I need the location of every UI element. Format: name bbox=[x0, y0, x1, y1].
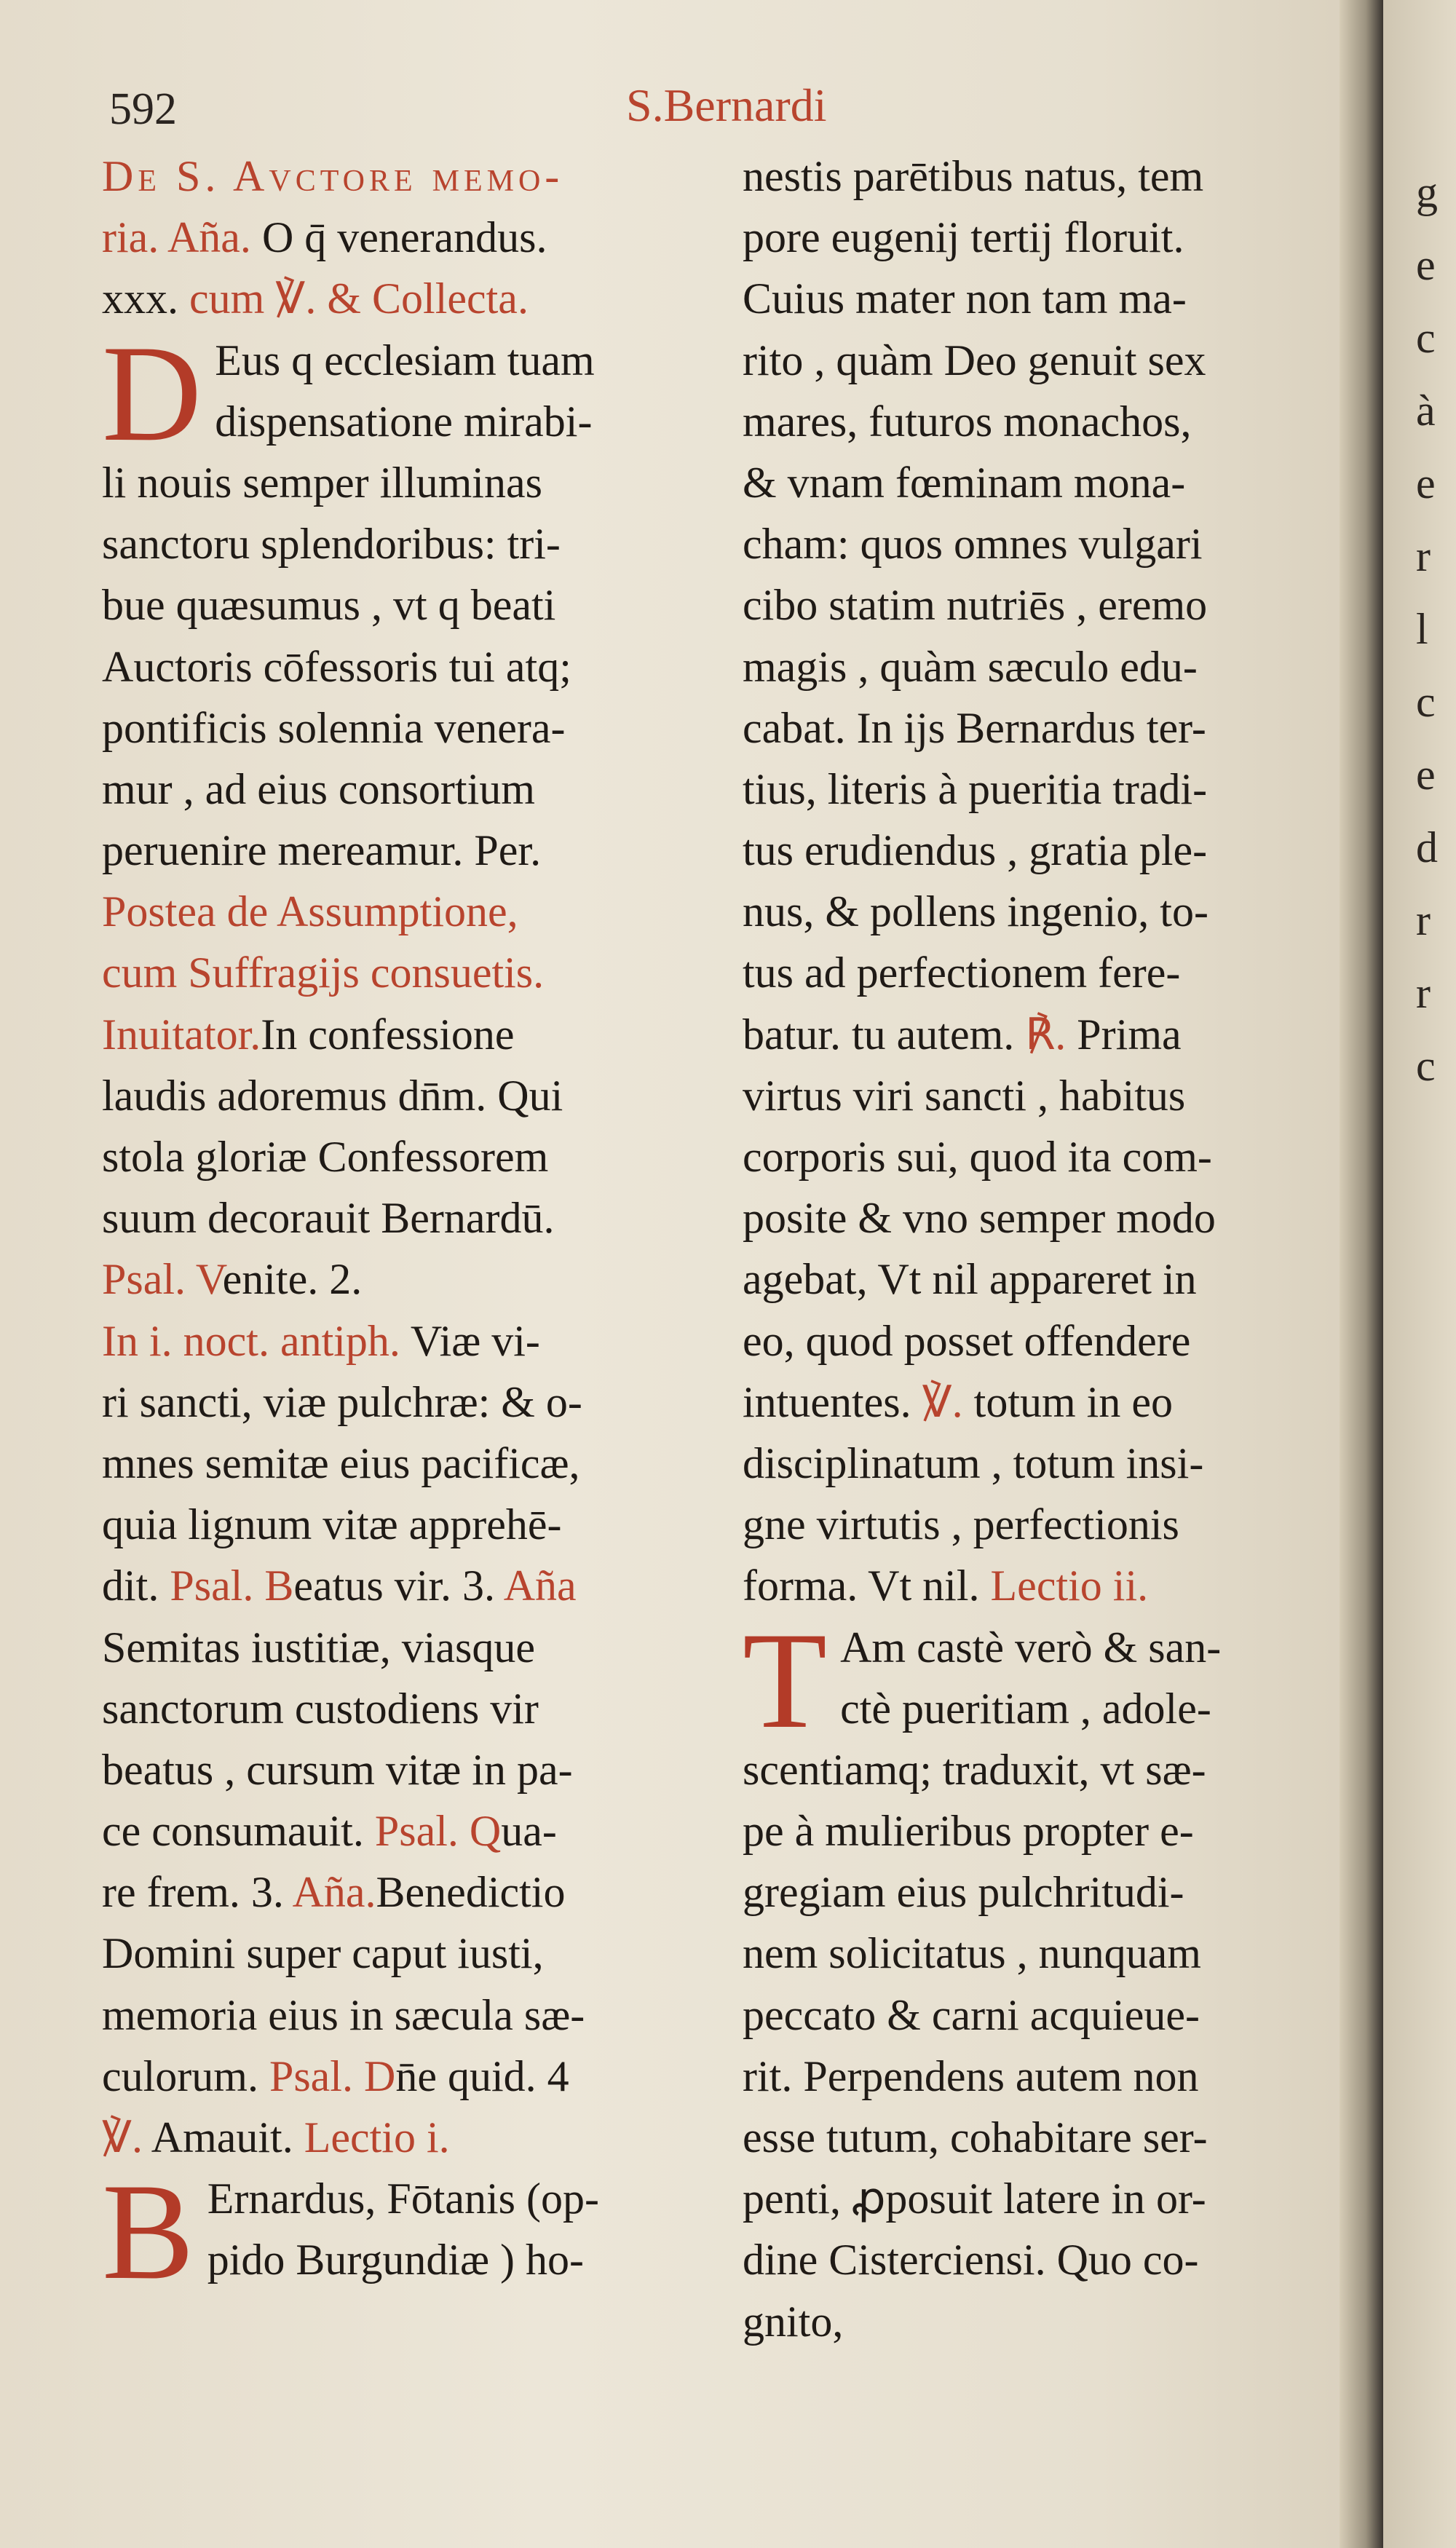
text-line bbox=[102, 820, 728, 881]
body-text: batur. tu autem. bbox=[743, 1010, 1026, 1059]
body-text: tius, literis à pueritia tradi- bbox=[743, 764, 1208, 813]
running-head: S.Bernardi bbox=[626, 79, 827, 131]
body-text: ctè pueritiam , adole- bbox=[840, 1684, 1211, 1733]
text-line bbox=[102, 1985, 728, 2046]
rubric-text: ℣. bbox=[102, 2113, 143, 2162]
next-page-letter: e bbox=[1416, 751, 1436, 799]
next-page-letter: r bbox=[1416, 896, 1431, 944]
next-page-letter: c bbox=[1416, 678, 1436, 726]
text-line bbox=[743, 513, 1369, 574]
text-line bbox=[102, 146, 728, 207]
page-number: 592 bbox=[109, 84, 177, 134]
text-line bbox=[743, 1249, 1369, 1310]
body-text: Benedictio bbox=[376, 1868, 566, 1917]
body-text: disciplinatum , totum insi- bbox=[743, 1439, 1204, 1487]
next-page-letter: e bbox=[1416, 241, 1436, 289]
body-text: cibo statim nutriēs , eremo bbox=[743, 581, 1208, 630]
text-line bbox=[743, 2229, 1369, 2290]
next-page-letter: c bbox=[1416, 314, 1436, 362]
text-line bbox=[743, 2046, 1369, 2107]
body-text: Prima bbox=[1066, 1010, 1182, 1059]
body-text: quia lignum vitæ apprehē- bbox=[102, 1500, 562, 1549]
text-line bbox=[743, 1985, 1369, 2046]
next-page-letter: g bbox=[1416, 168, 1438, 216]
text-line bbox=[743, 759, 1369, 820]
text-line bbox=[102, 1249, 728, 1310]
body-text: beatus , cursum vitæ in pa- bbox=[102, 1745, 573, 1794]
body-text: & vnam fœminam mona- bbox=[743, 458, 1186, 507]
text-line bbox=[102, 2046, 728, 2107]
rubric-text: Psal. D bbox=[269, 2052, 396, 2100]
body-text: scentiamq; traduxit, vt sæ- bbox=[743, 1745, 1206, 1794]
text-line bbox=[743, 574, 1369, 636]
body-text: tus erudiendus , gratia ple- bbox=[743, 826, 1208, 875]
body-text: Semitas iustitiæ, viasque bbox=[102, 1623, 535, 1671]
drop-cap-initial: D bbox=[102, 317, 202, 470]
body-text: Am castè verò & san- bbox=[840, 1623, 1222, 1671]
body-text: intuentes. bbox=[743, 1377, 922, 1426]
drop-cap-initial: B bbox=[102, 2156, 194, 2309]
text-line bbox=[743, 268, 1369, 329]
rubric-text: In i. noct. antiph. bbox=[102, 1316, 400, 1365]
text-line bbox=[102, 1494, 728, 1555]
text-line bbox=[102, 452, 728, 513]
body-text: gregiam eius pulchritudi- bbox=[743, 1868, 1184, 1917]
text-line bbox=[102, 1555, 728, 1616]
body-text: mnes semitæ eius pacificæ, bbox=[102, 1439, 580, 1487]
rubric-text: Lectio i. bbox=[304, 2113, 450, 2162]
text-line bbox=[743, 1433, 1369, 1494]
text-line bbox=[743, 391, 1369, 452]
next-page-letter: d bbox=[1416, 823, 1438, 871]
text-line bbox=[743, 1310, 1369, 1372]
body-text: eatus vir. 3. bbox=[293, 1562, 504, 1610]
text-line bbox=[102, 1678, 728, 1739]
body-text: pe à mulieribus propter e- bbox=[743, 1807, 1194, 1856]
body-text: mares, futuros monachos, bbox=[743, 397, 1192, 446]
text-line bbox=[743, 636, 1369, 697]
rubric-text: cum ℣. & Collecta. bbox=[189, 274, 529, 323]
text-line bbox=[743, 1065, 1369, 1126]
text-line bbox=[102, 268, 728, 329]
text-line bbox=[743, 881, 1369, 942]
body-text: peruenire mereamur. Per. bbox=[102, 826, 542, 875]
rubric-text: Aña bbox=[503, 1562, 577, 1610]
text-line bbox=[102, 1126, 728, 1187]
body-text: totum in eo bbox=[962, 1377, 1173, 1426]
rubric-text: cum Suffragijs consuetis. bbox=[102, 949, 545, 997]
body-text: Viæ vi- bbox=[400, 1316, 540, 1365]
text-line bbox=[102, 942, 728, 1003]
body-text: ce consumauit. bbox=[102, 1807, 375, 1856]
text-line bbox=[102, 1372, 728, 1433]
drop-cap-initial: T bbox=[743, 1604, 828, 1757]
body-text: pido Burgundiæ ) ho- bbox=[207, 2236, 584, 2284]
rubric-text: Lectio ii. bbox=[990, 1562, 1149, 1610]
rubric-text: Aña. bbox=[292, 1868, 376, 1917]
rubric-text: Psal. Q bbox=[374, 1807, 502, 1856]
body-text: pore eugenij tertij floruit. bbox=[743, 213, 1184, 262]
text-line bbox=[102, 1004, 728, 1065]
rubric-text: Inuitator. bbox=[102, 1010, 261, 1059]
text-line bbox=[102, 1617, 728, 1678]
next-page-letter: r bbox=[1416, 532, 1431, 580]
body-text: mur , ad eius consortium bbox=[102, 764, 535, 813]
text-line bbox=[743, 1800, 1369, 1861]
text-line bbox=[743, 452, 1369, 513]
left-text-column bbox=[102, 146, 728, 2309]
body-text: dit. bbox=[102, 1562, 170, 1610]
body-text: dine Cisterciensi. Quo co- bbox=[743, 2236, 1199, 2284]
right-text-column bbox=[743, 146, 1369, 2352]
text-line bbox=[102, 1800, 728, 1861]
next-page-edge bbox=[1383, 0, 1456, 2548]
body-text: ua- bbox=[501, 1807, 557, 1856]
rubric-text: ria. Aña. bbox=[102, 213, 251, 262]
text-line bbox=[102, 2229, 728, 2290]
rubric-text: ℟. bbox=[1025, 1010, 1067, 1059]
text-line bbox=[743, 942, 1369, 1003]
text-line bbox=[743, 2107, 1369, 2168]
text-line bbox=[102, 513, 728, 574]
text-line bbox=[102, 697, 728, 759]
body-text: dispensatione mirabi- bbox=[215, 397, 593, 446]
body-text: agebat, Vt nil appareret in bbox=[743, 1255, 1197, 1304]
body-text: Domini super caput iusti, bbox=[102, 1929, 544, 1978]
text-line bbox=[743, 146, 1369, 207]
text-line bbox=[102, 1187, 728, 1249]
rubric-text: De S. Avctore memo- bbox=[102, 152, 564, 200]
text-line bbox=[102, 207, 728, 268]
rubric-text: Psal. V bbox=[102, 1255, 223, 1304]
body-text: In confessione bbox=[261, 1010, 515, 1059]
body-text: Amauit. bbox=[143, 2113, 304, 2162]
body-text: magis , quàm sæculo edu- bbox=[743, 642, 1198, 691]
text-line bbox=[102, 1065, 728, 1126]
body-text: rit. Perpendens autem non bbox=[743, 2052, 1199, 2100]
body-text: bue quæsumus , vt q beati bbox=[102, 581, 556, 630]
text-line bbox=[102, 759, 728, 820]
body-text: nus, & pollens ingenio, to- bbox=[743, 887, 1208, 936]
text-line bbox=[743, 1004, 1369, 1065]
next-page-letter: l bbox=[1416, 605, 1428, 653]
text-line bbox=[102, 1923, 728, 1984]
body-text: memoria eius in sæcula sæ- bbox=[102, 1990, 585, 2039]
body-text: Auctoris cōfessoris tui atq; bbox=[102, 642, 571, 691]
body-text: gne virtutis , perfectionis bbox=[743, 1500, 1179, 1549]
body-text: posite & vno semper modo bbox=[743, 1194, 1216, 1243]
rubric-text: ℣. bbox=[922, 1377, 963, 1426]
body-text: xxx. bbox=[102, 274, 189, 323]
text-line bbox=[743, 1555, 1369, 1616]
body-text: O q̄ venerandus. bbox=[250, 213, 547, 262]
body-text: suum decorauit Bernardū. bbox=[102, 1194, 555, 1243]
body-text: esse tutum, cohabitare ser- bbox=[743, 2113, 1208, 2162]
body-text: sanctoru splendoribus: tri- bbox=[102, 520, 561, 569]
body-text: culorum. bbox=[102, 2052, 269, 2100]
body-text: nestis parētibus natus, tem bbox=[743, 152, 1204, 200]
body-text: ri sancti, viæ pulchræ: & o- bbox=[102, 1377, 582, 1426]
text-line bbox=[743, 207, 1369, 268]
text-line bbox=[102, 1310, 728, 1372]
rubric-text: Postea de Assumptione, bbox=[102, 887, 518, 936]
text-line bbox=[102, 1433, 728, 1494]
next-page-letter: c bbox=[1416, 1042, 1436, 1090]
body-text: virtus viri sancti , habitus bbox=[743, 1071, 1186, 1120]
text-line bbox=[743, 820, 1369, 881]
next-page-letter: e bbox=[1416, 459, 1436, 507]
body-text: penti, ꝓposuit latere in or- bbox=[743, 2175, 1206, 2223]
next-page-letter: r bbox=[1416, 969, 1431, 1017]
text-line bbox=[743, 697, 1369, 759]
text-line bbox=[743, 330, 1369, 391]
text-line bbox=[743, 2168, 1369, 2229]
text-line bbox=[743, 1678, 1369, 1739]
text-line bbox=[743, 1126, 1369, 1187]
text-line bbox=[102, 2107, 728, 2168]
body-text: sanctorum custodiens vir bbox=[102, 1684, 539, 1733]
body-text: corporis sui, quod ita com- bbox=[743, 1133, 1212, 1181]
body-text: Ernardus, Fōtanis (op- bbox=[207, 2175, 599, 2223]
text-line bbox=[102, 636, 728, 697]
body-text: enite. 2. bbox=[222, 1255, 363, 1304]
text-line bbox=[102, 881, 728, 942]
body-text: gnito, bbox=[743, 2297, 844, 2346]
text-line bbox=[102, 574, 728, 636]
next-page-letter: à bbox=[1416, 387, 1436, 435]
text-line bbox=[743, 1494, 1369, 1555]
body-text: n̄e quid. 4 bbox=[395, 2052, 569, 2100]
body-text: laudis adoremus dn̄m. Qui bbox=[102, 1071, 563, 1120]
rubric-text: Psal. B bbox=[170, 1562, 294, 1610]
body-text: stola gloriæ Confessorem bbox=[102, 1133, 549, 1182]
body-text: forma. Vt nil. bbox=[743, 1562, 991, 1610]
text-line bbox=[102, 1861, 728, 1923]
body-text: eo, quod posset offendere bbox=[743, 1316, 1191, 1365]
body-text: tus ad perfectionem fere- bbox=[743, 949, 1181, 997]
text-line bbox=[102, 1739, 728, 1800]
text-line bbox=[743, 1739, 1369, 1800]
text-line bbox=[743, 2291, 1369, 2352]
text-line bbox=[743, 1372, 1369, 1433]
text-line bbox=[743, 1187, 1369, 1249]
body-text: Eus q ecclesiam tuam bbox=[215, 336, 595, 384]
body-text: cham: quos omnes vulgari bbox=[743, 520, 1203, 569]
body-text: peccato & carni acquieue- bbox=[743, 1990, 1200, 2039]
body-text: cabat. In ijs Bernardus ter- bbox=[743, 703, 1206, 752]
text-line bbox=[743, 1861, 1369, 1923]
text-line bbox=[743, 1923, 1369, 1984]
body-text: rito , quàm Deo genuit sex bbox=[743, 336, 1206, 384]
body-text: li nouis semper illuminas bbox=[102, 458, 542, 507]
body-text: pontificis solennia venera- bbox=[102, 703, 566, 752]
body-text: nem solicitatus , nunquam bbox=[743, 1929, 1201, 1978]
body-text: re frem. 3. bbox=[102, 1868, 293, 1917]
body-text: Cuius mater non tam ma- bbox=[743, 274, 1187, 323]
